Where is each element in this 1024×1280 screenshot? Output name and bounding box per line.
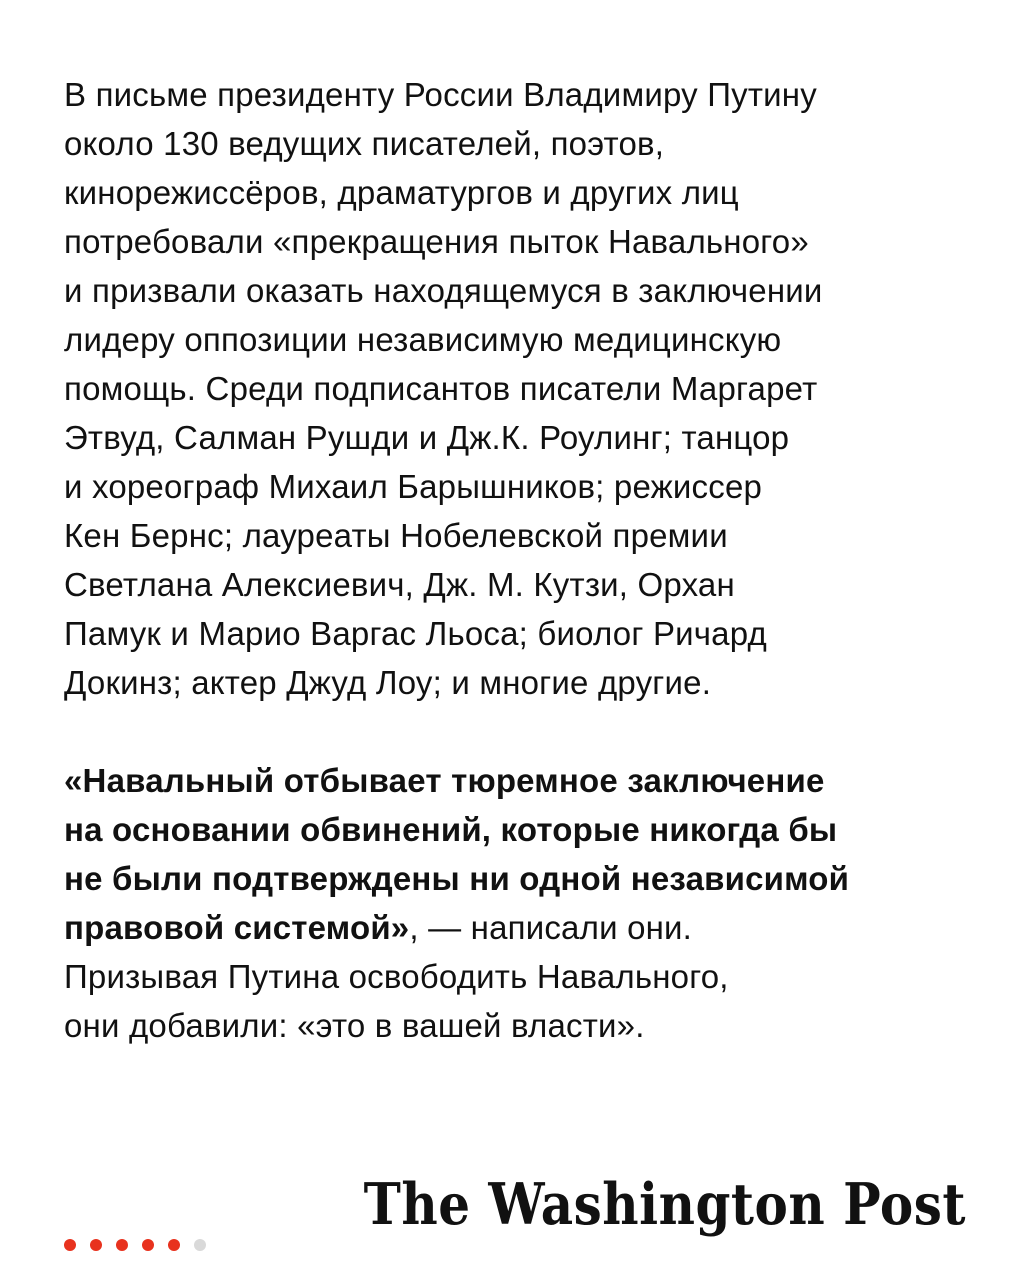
text-line: Докинз; актер Джуд Лоу; и многие другие. (64, 664, 712, 701)
quote-line: на основании обвинений, которые никогда бы (64, 811, 838, 848)
paragraph-letter-signatories (64, 70, 974, 707)
attribution-text: , — написали они. (409, 909, 693, 946)
text-line: В письме президенту России Владимиру Путину (64, 76, 817, 113)
text-line: и призвали оказать находящемуся в заключении (64, 272, 823, 309)
text-line: Светлана Алексиевич, Дж. М. Кутзи, Орхан (64, 566, 735, 603)
text-line: Призывая Путина освободить Навального, (64, 958, 729, 995)
text-line: и хореограф Михаил Барышников; режиссер (64, 468, 763, 505)
pagination-dot (142, 1239, 154, 1251)
quote-line: «Навальный отбывает тюремное заключение (64, 762, 825, 799)
pagination-dot (90, 1239, 102, 1251)
quote-line: правовой системой» (64, 909, 410, 946)
pagination-dot (64, 1239, 76, 1251)
text-line: помощь. Среди подписантов писатели Маргарет (64, 370, 818, 407)
article-body (64, 70, 974, 1050)
text-line: Этвуд, Салман Рушди и Дж.К. Роулинг; танцор (64, 419, 790, 456)
text-line: они добавили: «это в вашей власти». (64, 1007, 645, 1044)
text-line: около 130 ведущих писателей, поэтов, (64, 125, 665, 162)
text-line: лидеру оппозиции независимую медицинскую (64, 321, 782, 358)
washington-post-logo: The Washington Post (363, 1170, 966, 1238)
pagination-dot (168, 1239, 180, 1251)
quote-closing-line (64, 903, 974, 952)
text-line: Кен Бернс; лауреаты Нобелевской премии (64, 517, 728, 554)
pagination-dots (64, 1239, 206, 1251)
text-line: Памук и Марио Варгас Льоса; биолог Ричард (64, 615, 767, 652)
quote-line: не были подтверждены ни одной независимой (64, 860, 850, 897)
pagination-dot (194, 1239, 206, 1251)
text-line: кинорежиссёров, драматургов и других лиц (64, 174, 739, 211)
paragraph-quote (64, 756, 974, 1050)
pagination-dot (116, 1239, 128, 1251)
text-line: потребовали «прекращения пыток Навального» (64, 223, 809, 260)
